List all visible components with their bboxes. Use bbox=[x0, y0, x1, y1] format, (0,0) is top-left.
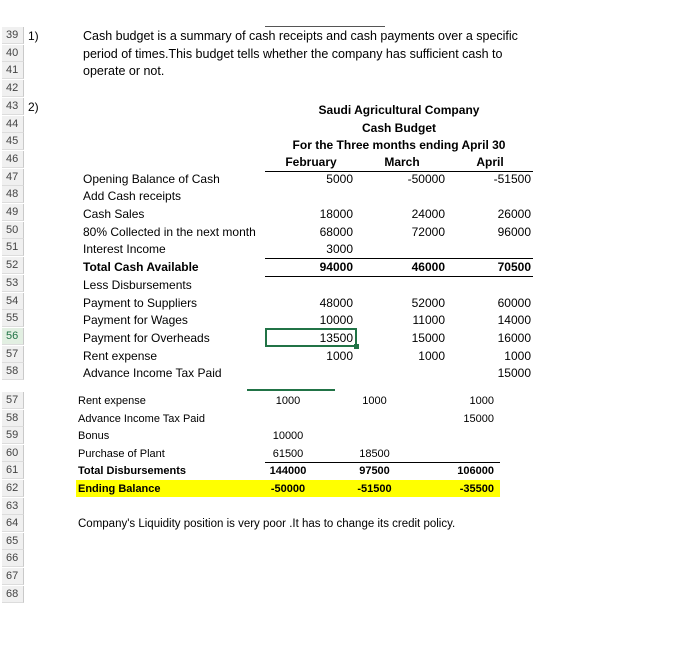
row-number[interactable]: 58 bbox=[2, 410, 24, 427]
sheet-row bbox=[0, 568, 700, 586]
line-label: Bonus bbox=[78, 430, 110, 443]
row-number[interactable]: 54 bbox=[2, 293, 24, 310]
line-value[interactable]: 15000 bbox=[497, 366, 531, 381]
line-value[interactable]: 11000 bbox=[412, 313, 445, 328]
line-value[interactable]: 97500 bbox=[359, 465, 390, 478]
line-value[interactable]: 48000 bbox=[319, 295, 353, 310]
line-label: Payment to Suppliers bbox=[83, 295, 198, 310]
line-label: Ending Balance bbox=[78, 483, 161, 495]
line-label: Advance Income Tax Paid bbox=[78, 412, 205, 425]
answer-text: period of times.This budget tells whether the company has sufficient cash to bbox=[83, 46, 503, 61]
line-value[interactable]: 15000 bbox=[411, 330, 445, 345]
line-label: Less Disbursements bbox=[83, 277, 192, 292]
row-number[interactable]: 65 bbox=[2, 533, 24, 550]
line-label: Cash Sales bbox=[83, 207, 145, 221]
line-value[interactable]: 1000 bbox=[326, 348, 353, 363]
sheet-row bbox=[0, 586, 700, 604]
sheet-row bbox=[0, 533, 700, 551]
line-value[interactable]: 18500 bbox=[359, 447, 390, 460]
conclusion-text: Company's Liquidity position is very poor .It has to change its credit policy. bbox=[78, 518, 456, 531]
line-value[interactable]: 61500 bbox=[272, 447, 304, 460]
row-number[interactable]: 42 bbox=[2, 80, 24, 97]
line-value[interactable]: -50000 bbox=[407, 171, 445, 186]
row-number[interactable]: 41 bbox=[2, 62, 24, 79]
row-number[interactable]: 67 bbox=[2, 568, 24, 585]
row-number[interactable]: 57 bbox=[2, 346, 24, 363]
row-number[interactable]: 68 bbox=[2, 586, 24, 603]
line-value[interactable]: 60000 bbox=[497, 295, 531, 310]
row-number[interactable]: 40 bbox=[2, 45, 24, 62]
row-number[interactable]: 39 bbox=[2, 27, 24, 44]
answer-text: Cash budget is a summary of cash receipts and cash payments over a specific bbox=[83, 29, 518, 43]
line-value[interactable]: 14000 bbox=[497, 313, 531, 328]
line-value[interactable]: 16000 bbox=[497, 330, 531, 345]
budget-heading-company: Saudi Agricultural Company bbox=[318, 102, 480, 117]
budget-heading-period: For the Three months ending April 30 bbox=[292, 138, 506, 153]
line-value[interactable]: 46000 bbox=[411, 260, 445, 275]
line-value[interactable]: 5000 bbox=[326, 171, 353, 186]
row-number[interactable]: 55 bbox=[2, 310, 24, 327]
line-label: Opening Balance of Cash bbox=[83, 171, 220, 186]
line-label: Add Cash receipts bbox=[83, 189, 182, 204]
line-value[interactable]: 144000 bbox=[269, 465, 307, 478]
line-label: Rent expense bbox=[83, 348, 158, 363]
row-number[interactable]: 53 bbox=[2, 275, 24, 292]
line-value[interactable]: 3000 bbox=[326, 242, 353, 257]
line-label: Interest Income bbox=[83, 242, 166, 257]
sheet-row bbox=[0, 498, 700, 516]
line-label: Payment for Overheads bbox=[83, 330, 210, 345]
total-rule bbox=[265, 462, 500, 463]
month-header: February bbox=[285, 154, 337, 169]
row-number[interactable]: 47 bbox=[2, 169, 24, 186]
top-border bbox=[265, 26, 385, 27]
line-value[interactable]: 72000 bbox=[411, 224, 445, 239]
row-number[interactable]: 43 bbox=[2, 98, 24, 115]
total-rule bbox=[265, 258, 533, 259]
line-label: Rent expense bbox=[78, 395, 146, 407]
row-number[interactable]: 64 bbox=[2, 515, 24, 532]
line-label: Total Cash Available bbox=[83, 260, 199, 275]
line-value[interactable]: 52000 bbox=[411, 295, 445, 310]
row-number[interactable]: 45 bbox=[2, 133, 24, 150]
row-number[interactable]: 60 bbox=[2, 445, 24, 462]
row-number[interactable]: 44 bbox=[2, 116, 24, 133]
line-value[interactable]: -50000 bbox=[270, 483, 306, 495]
line-value[interactable]: 1000 bbox=[504, 348, 531, 363]
row-number[interactable]: 52 bbox=[2, 257, 24, 274]
row-number[interactable]: 50 bbox=[2, 222, 24, 239]
row-number[interactable]: 66 bbox=[2, 550, 24, 567]
row-number[interactable]: 51 bbox=[2, 239, 24, 256]
line-value[interactable]: 94000 bbox=[319, 260, 353, 275]
line-label: Payment for Wages bbox=[83, 313, 188, 328]
line-value[interactable]: 10000 bbox=[319, 313, 353, 328]
sheet-row bbox=[0, 80, 700, 98]
line-value[interactable]: 1000 bbox=[418, 348, 445, 363]
row-number[interactable]: 58 bbox=[2, 363, 24, 380]
line-value[interactable]: 10000 bbox=[272, 430, 304, 443]
sheet-row bbox=[0, 550, 700, 568]
row-number[interactable]: 63 bbox=[2, 498, 24, 515]
row-number[interactable]: 62 bbox=[2, 480, 24, 497]
row-number[interactable]: 46 bbox=[2, 151, 24, 168]
fill-handle[interactable] bbox=[354, 344, 359, 349]
line-label: Total Disbursements bbox=[78, 465, 186, 478]
line-label: 80% Collected in the next month bbox=[83, 224, 256, 239]
month-header: March bbox=[384, 154, 420, 169]
line-value[interactable]: 1000 bbox=[362, 395, 387, 407]
line-value[interactable]: 68000 bbox=[319, 224, 353, 239]
line-value[interactable]: 24000 bbox=[411, 207, 445, 221]
paste-edge bbox=[247, 389, 335, 391]
line-value[interactable]: 96000 bbox=[497, 224, 531, 239]
line-value[interactable]: 13500 bbox=[319, 330, 353, 345]
row-number[interactable]: 49 bbox=[2, 204, 24, 221]
line-value[interactable]: 1000 bbox=[275, 395, 301, 407]
total-rule-bottom bbox=[265, 276, 533, 277]
month-header: April bbox=[476, 154, 504, 169]
line-value[interactable]: 70500 bbox=[497, 260, 531, 275]
budget-heading-report: Cash Budget bbox=[361, 120, 436, 135]
line-value[interactable]: -35500 bbox=[459, 483, 494, 495]
line-value[interactable]: 15000 bbox=[463, 412, 494, 425]
line-value[interactable]: 106000 bbox=[457, 465, 494, 478]
line-label: Purchase of Plant bbox=[78, 447, 165, 460]
row-number[interactable]: 57 bbox=[2, 392, 24, 409]
answer-number: 1) bbox=[28, 29, 39, 43]
answer-text: operate or not. bbox=[83, 64, 165, 79]
row-number[interactable]: 56 bbox=[2, 328, 24, 345]
line-value[interactable]: 18000 bbox=[319, 207, 353, 221]
line-value[interactable]: -51500 bbox=[493, 171, 531, 186]
line-value[interactable]: 1000 bbox=[469, 395, 494, 407]
answer-number: 2) bbox=[28, 99, 39, 114]
line-label: Advance Income Tax Paid bbox=[83, 366, 222, 381]
line-value[interactable]: 26000 bbox=[497, 207, 531, 221]
row-number[interactable]: 48 bbox=[2, 186, 24, 203]
row-number[interactable]: 59 bbox=[2, 427, 24, 444]
line-value[interactable]: -51500 bbox=[357, 483, 392, 495]
row-number[interactable]: 61 bbox=[2, 462, 24, 479]
selected-cell[interactable] bbox=[265, 328, 357, 347]
